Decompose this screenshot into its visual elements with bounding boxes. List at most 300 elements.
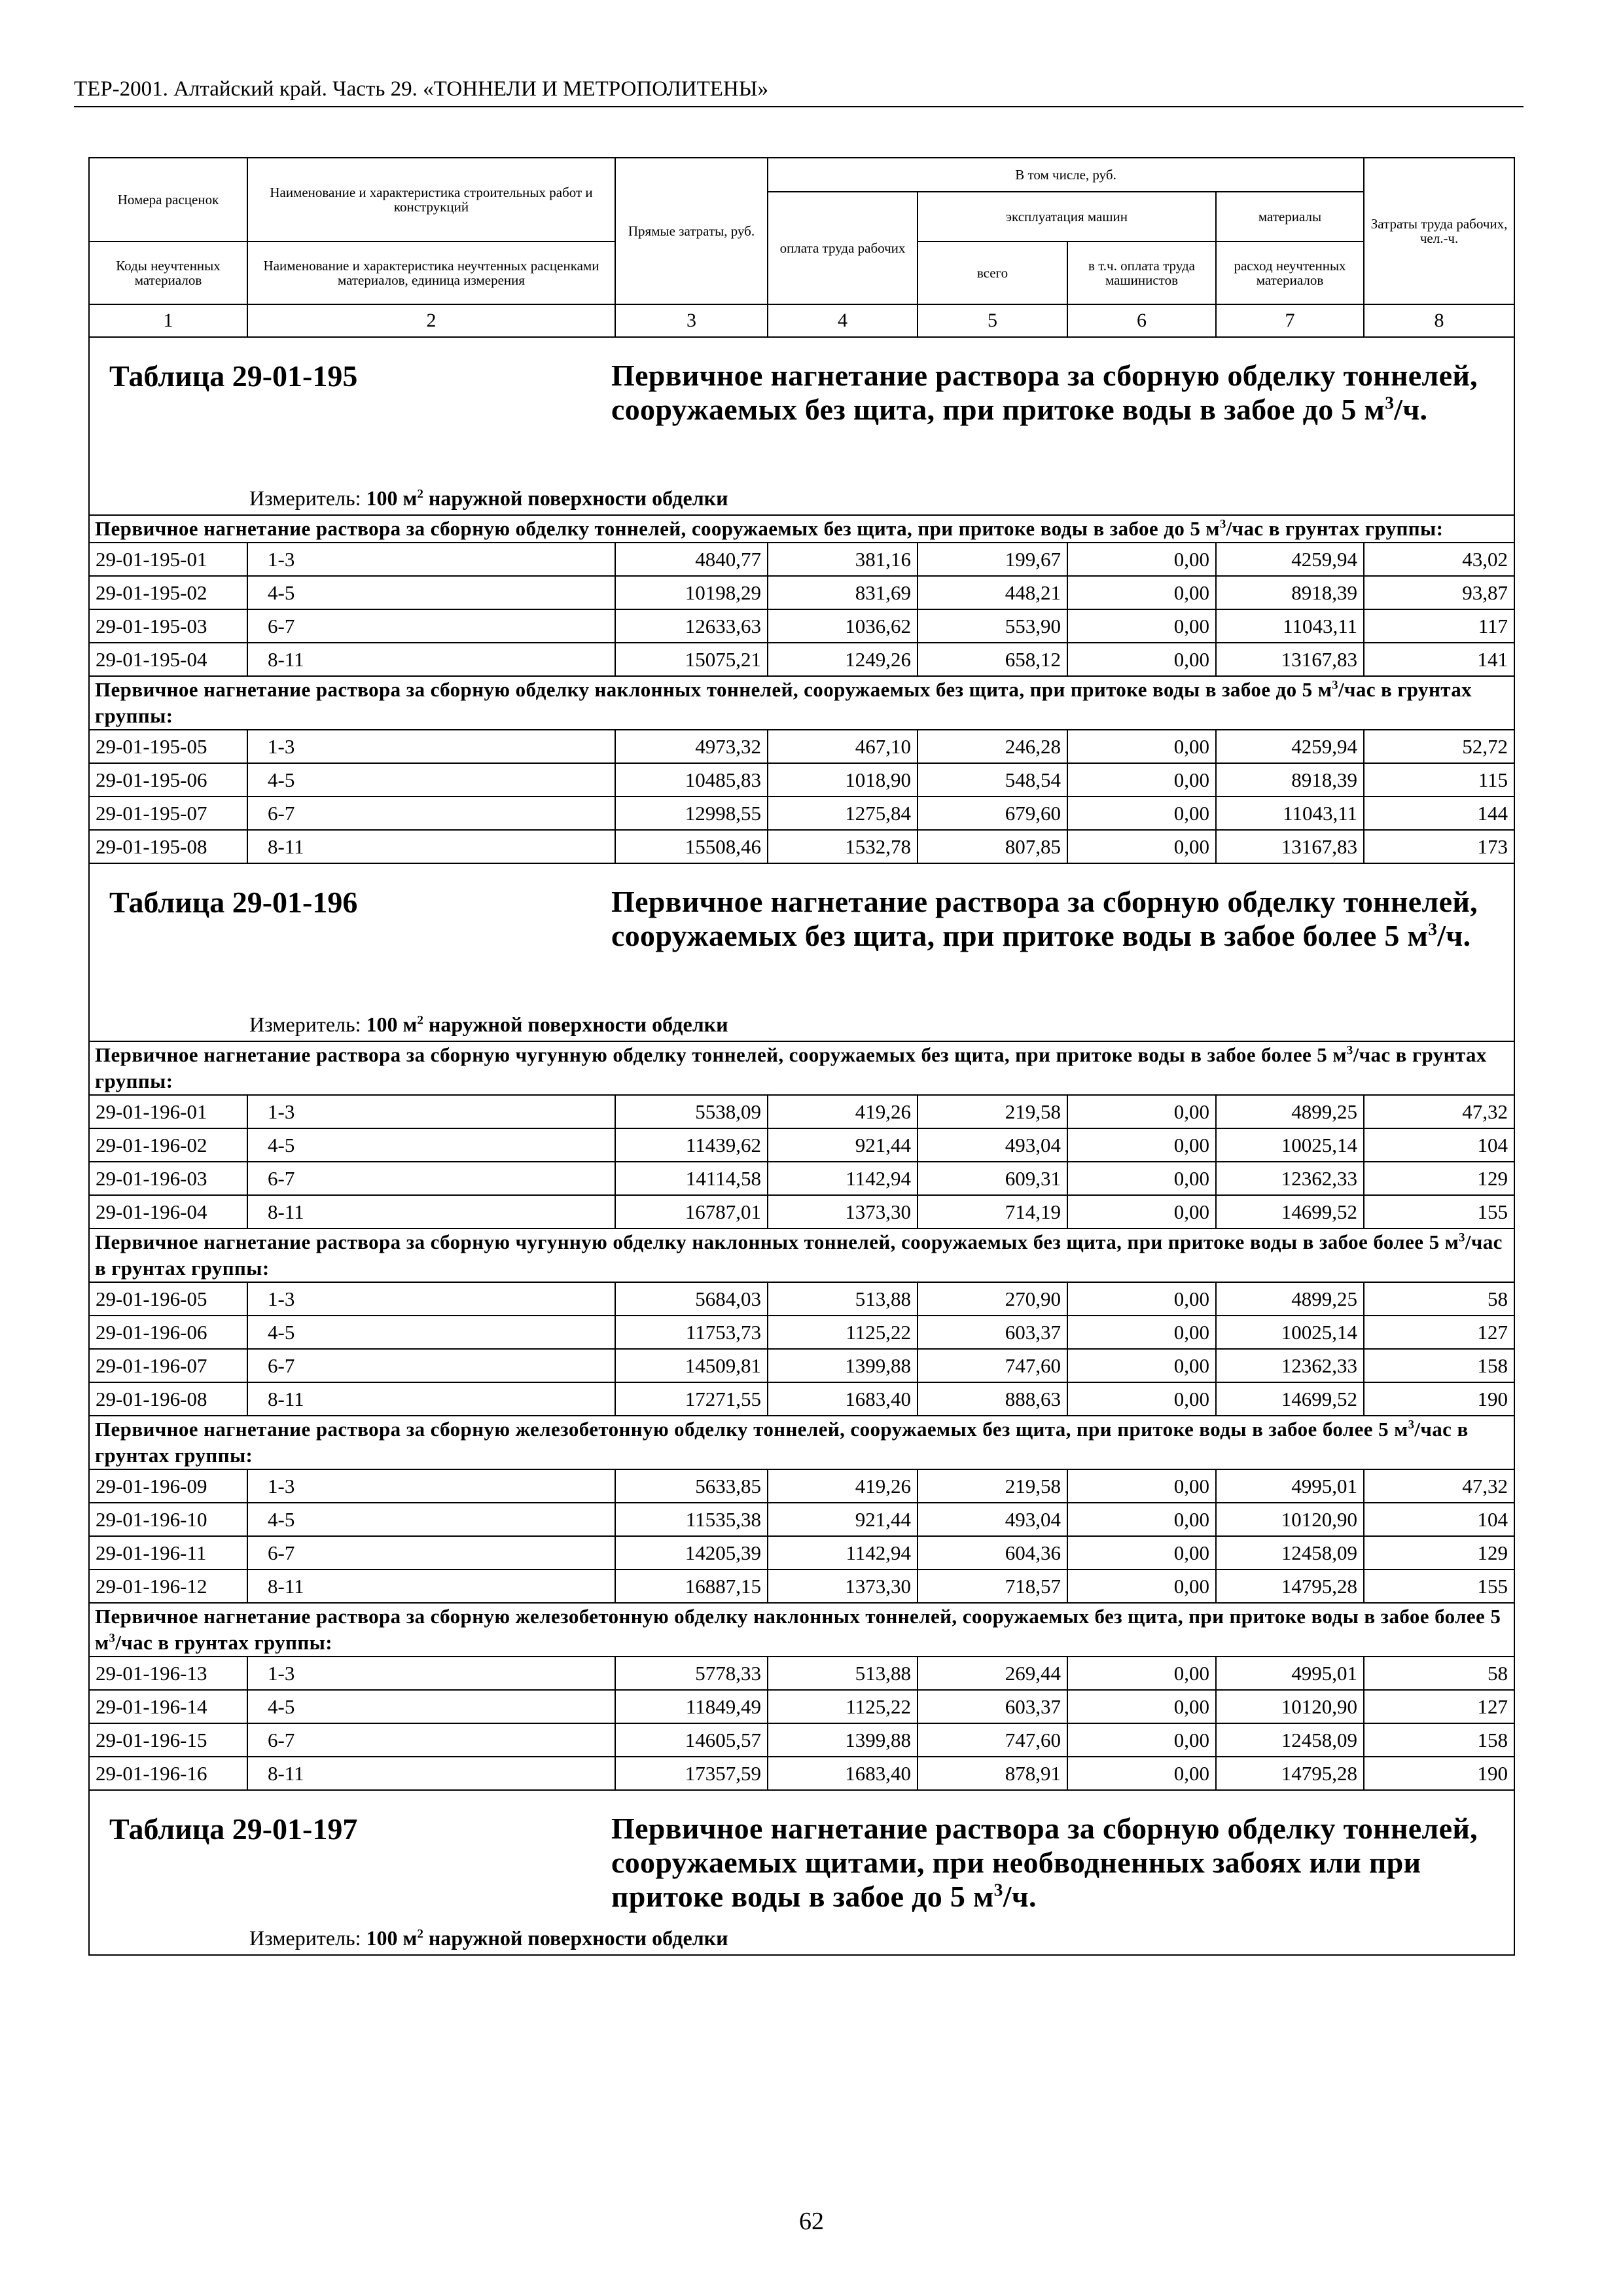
materials-use-cell: 12458,09 (1216, 1536, 1364, 1570)
rate-code-cell: 29-01-196-12 (89, 1570, 247, 1603)
section-heading-text: /час в грунтах группы: (115, 1631, 332, 1654)
machines-total-cell: 493,04 (918, 1128, 1067, 1162)
table-row (89, 1536, 1514, 1570)
labor-pay-cell: 1018,90 (768, 763, 918, 797)
table-label: Таблица 29-01-197 (109, 1812, 358, 1846)
section-heading-text: /час в грунтах группы: (95, 1418, 1469, 1467)
soil-group-cell: 4-5 (247, 1316, 615, 1349)
table-title (611, 1812, 1501, 1914)
col-materials: материалы (1216, 192, 1364, 242)
direct-costs-cell: 4973,32 (615, 730, 768, 763)
table-row (89, 1723, 1514, 1757)
operators-pay-cell: 0,00 (1067, 1503, 1216, 1536)
header-row-1 (89, 158, 1514, 192)
direct-costs-cell: 10198,29 (615, 576, 768, 609)
measure-value-text: 100 м (366, 1013, 418, 1036)
soil-group-cell: 8-11 (247, 1382, 615, 1416)
table-title-block (90, 864, 1514, 1041)
table-row (89, 763, 1514, 797)
labor-pay-cell: 831,69 (768, 576, 918, 609)
operators-pay-cell: 0,00 (1067, 1723, 1216, 1757)
col-num: 2 (247, 304, 615, 337)
section-heading-text: /час в грунтах группы: (95, 678, 1472, 727)
labor-pay-cell: 1399,88 (768, 1349, 918, 1382)
direct-costs-cell: 14605,57 (615, 1723, 768, 1757)
soil-group-cell: 4-5 (247, 576, 615, 609)
rate-code-cell: 29-01-195-02 (89, 576, 247, 609)
direct-costs-cell: 11439,62 (615, 1128, 768, 1162)
table-row (89, 1469, 1514, 1503)
labor-cost-cell: 127 (1364, 1690, 1514, 1723)
table-row (89, 797, 1514, 830)
rate-code-cell: 29-01-196-01 (89, 1095, 247, 1128)
operators-pay-cell: 0,00 (1067, 830, 1216, 863)
direct-costs-cell: 5633,85 (615, 1469, 768, 1503)
materials-use-cell: 4995,01 (1216, 1469, 1364, 1503)
measure-unit (249, 485, 728, 511)
table-title-text: /ч. (1437, 919, 1471, 952)
materials-use-cell: 4899,25 (1216, 1095, 1364, 1128)
col-material-use: расход неучтенных материалов (1216, 242, 1364, 304)
operators-pay-cell: 0,00 (1067, 1469, 1216, 1503)
section-heading (89, 1229, 1514, 1282)
soil-group-cell: 6-7 (247, 1536, 615, 1570)
rates-table (88, 157, 1515, 1956)
column-numbers-row (89, 304, 1514, 337)
labor-cost-cell: 141 (1364, 643, 1514, 676)
direct-costs-cell: 17271,55 (615, 1382, 768, 1416)
materials-use-cell: 4899,25 (1216, 1282, 1364, 1316)
superscript: 3 (1428, 918, 1438, 939)
operators-pay-cell: 0,00 (1067, 797, 1216, 830)
operators-pay-cell: 0,00 (1067, 763, 1216, 797)
direct-costs-cell: 15075,21 (615, 643, 768, 676)
machines-total-cell: 269,44 (918, 1657, 1067, 1690)
operators-pay-cell: 0,00 (1067, 1316, 1216, 1349)
table-row (89, 609, 1514, 643)
soil-group-cell: 4-5 (247, 1690, 615, 1723)
table-row (89, 576, 1514, 609)
section-heading-text: Первичное нагнетание раствора за сборную обделку наклонных тоннелей, сооружаемых без щита, при притоке воды в забое до 5 м (95, 678, 1332, 701)
section-heading-text: Первичное нагнетание раствора за сборную обделку тоннелей, сооружаемых без щита, при притоке воды в забое до 5 м (95, 517, 1220, 540)
operators-pay-cell: 0,00 (1067, 1570, 1216, 1603)
measure-label: Измеритель: (249, 486, 366, 510)
materials-use-cell: 14699,52 (1216, 1382, 1364, 1416)
table-row (89, 1316, 1514, 1349)
table-title-text: /ч. (1003, 1880, 1037, 1913)
col-num: 3 (615, 304, 768, 337)
section-heading-text: /час в грунтах группы: (95, 1230, 1503, 1280)
col-total: всего (918, 242, 1067, 304)
superscript: 2 (417, 1013, 423, 1028)
measure-value (366, 486, 728, 510)
machines-total-cell: 493,04 (918, 1503, 1067, 1536)
labor-cost-cell: 190 (1364, 1382, 1514, 1416)
superscript: 3 (1408, 1418, 1415, 1432)
table-title-block (90, 1791, 1514, 1954)
soil-group-cell: 6-7 (247, 797, 615, 830)
labor-cost-cell: 47,32 (1364, 1469, 1514, 1503)
operators-pay-cell: 0,00 (1067, 1690, 1216, 1723)
table-title-text: Первичное нагнетание раствора за сборную обделку тоннелей, сооружаемых без щита, при притоке воды в забое до 5 м (611, 359, 1478, 426)
rate-code-cell: 29-01-196-07 (89, 1349, 247, 1382)
materials-use-cell: 13167,83 (1216, 643, 1364, 676)
machines-total-cell: 219,58 (918, 1095, 1067, 1128)
direct-costs-cell: 12633,63 (615, 609, 768, 643)
machines-total-cell: 270,90 (918, 1282, 1067, 1316)
materials-use-cell: 4995,01 (1216, 1657, 1364, 1690)
soil-group-cell: 8-11 (247, 830, 615, 863)
superscript: 3 (1219, 517, 1226, 531)
rate-code-cell: 29-01-196-03 (89, 1162, 247, 1195)
table-row (89, 1382, 1514, 1416)
table-row (89, 643, 1514, 676)
labor-cost-cell: 58 (1364, 1282, 1514, 1316)
soil-group-cell: 8-11 (247, 1195, 615, 1229)
operators-pay-cell: 0,00 (1067, 543, 1216, 576)
machines-total-cell: 604,36 (918, 1536, 1067, 1570)
labor-cost-cell: 173 (1364, 830, 1514, 863)
labor-cost-cell: 158 (1364, 1723, 1514, 1757)
rate-code-cell: 29-01-195-05 (89, 730, 247, 763)
direct-costs-cell: 14114,58 (615, 1162, 768, 1195)
table-title-block (90, 338, 1514, 514)
operators-pay-cell: 0,00 (1067, 643, 1216, 676)
rate-code-cell: 29-01-196-05 (89, 1282, 247, 1316)
materials-use-cell: 14699,52 (1216, 1195, 1364, 1229)
labor-pay-cell: 1142,94 (768, 1536, 918, 1570)
table-title (611, 359, 1501, 427)
measure-unit (249, 1925, 728, 1951)
measure-unit (249, 1011, 728, 1037)
rate-code-cell: 29-01-195-06 (89, 763, 247, 797)
superscript: 3 (1332, 678, 1338, 692)
table-title-text: /ч. (1394, 393, 1428, 426)
measure-value-text: 100 м (366, 1926, 418, 1950)
machines-total-cell: 747,60 (918, 1723, 1067, 1757)
direct-costs-cell: 14205,39 (615, 1536, 768, 1570)
table-row (89, 1095, 1514, 1128)
rate-code-cell: 29-01-196-06 (89, 1316, 247, 1349)
soil-group-cell: 1-3 (247, 1469, 615, 1503)
machines-total-cell: 679,60 (918, 797, 1067, 830)
soil-group-cell: 4-5 (247, 1503, 615, 1536)
rate-code-cell: 29-01-196-11 (89, 1536, 247, 1570)
labor-cost-cell: 144 (1364, 797, 1514, 830)
rate-code-cell: 29-01-195-03 (89, 609, 247, 643)
section-heading-text: /час в грунтах группы: (95, 1043, 1487, 1092)
soil-group-cell: 6-7 (247, 1349, 615, 1382)
soil-group-cell: 6-7 (247, 1723, 615, 1757)
superscript: 3 (109, 1631, 116, 1645)
labor-pay-cell: 921,44 (768, 1128, 918, 1162)
soil-group-cell: 8-11 (247, 643, 615, 676)
labor-cost-cell: 190 (1364, 1757, 1514, 1790)
labor-cost-cell: 52,72 (1364, 730, 1514, 763)
section-heading-row (89, 1229, 1514, 1282)
machines-total-cell: 658,12 (918, 643, 1067, 676)
materials-use-cell: 11043,11 (1216, 609, 1364, 643)
rate-code-cell: 29-01-196-02 (89, 1128, 247, 1162)
labor-cost-cell: 43,02 (1364, 543, 1514, 576)
labor-pay-cell: 513,88 (768, 1657, 918, 1690)
section-heading-row (89, 676, 1514, 730)
measure-value (366, 1013, 728, 1036)
materials-use-cell: 14795,28 (1216, 1757, 1364, 1790)
operators-pay-cell: 0,00 (1067, 1282, 1216, 1316)
section-heading-text: Первичное нагнетание раствора за сборную чугунную обделку тоннелей, сооружаемых без щита, при притоке воды в забое более 5 м (95, 1043, 1347, 1066)
rate-code-cell: 29-01-196-14 (89, 1690, 247, 1723)
direct-costs-cell: 12998,55 (615, 797, 768, 830)
rate-code-cell: 29-01-196-13 (89, 1657, 247, 1690)
labor-cost-cell: 104 (1364, 1128, 1514, 1162)
machines-total-cell: 246,28 (918, 730, 1067, 763)
rate-code-cell: 29-01-196-15 (89, 1723, 247, 1757)
table-row (89, 830, 1514, 863)
machines-total-cell: 603,37 (918, 1690, 1067, 1723)
rate-code-cell: 29-01-196-09 (89, 1469, 247, 1503)
materials-use-cell: 10120,90 (1216, 1690, 1364, 1723)
labor-cost-cell: 117 (1364, 609, 1514, 643)
direct-costs-cell: 5778,33 (615, 1657, 768, 1690)
soil-group-cell: 1-3 (247, 1282, 615, 1316)
table-row (89, 1657, 1514, 1690)
table-title (611, 885, 1501, 953)
machines-total-cell: 888,63 (918, 1382, 1067, 1416)
labor-pay-cell: 381,16 (768, 543, 918, 576)
section-heading-row (89, 1603, 1514, 1657)
labor-pay-cell: 1249,26 (768, 643, 918, 676)
labor-cost-cell: 93,87 (1364, 576, 1514, 609)
materials-use-cell: 12362,33 (1216, 1162, 1364, 1195)
section-heading (89, 1416, 1514, 1469)
measure-label: Измеритель: (249, 1013, 366, 1036)
table-label: Таблица 29-01-196 (109, 886, 358, 919)
col-num: 1 (89, 304, 247, 337)
table-title-row (89, 1790, 1514, 1955)
table-row (89, 1503, 1514, 1536)
col-work-name: Наименование и характеристика строительных работ и конструкций (247, 158, 615, 242)
labor-pay-cell: 1532,78 (768, 830, 918, 863)
machines-total-cell: 747,60 (918, 1349, 1067, 1382)
table-title-text: Первичное нагнетание раствора за сборную обделку тоннелей, сооружаемых щитами, при необводненных забоях или при притоке воды в забое до 5 м (611, 1812, 1478, 1913)
labor-cost-cell: 155 (1364, 1570, 1514, 1603)
direct-costs-cell: 11849,49 (615, 1690, 768, 1723)
labor-cost-cell: 104 (1364, 1503, 1514, 1536)
col-num: 4 (768, 304, 918, 337)
direct-costs-cell: 11753,73 (615, 1316, 768, 1349)
direct-costs-cell: 16887,15 (615, 1570, 768, 1603)
labor-pay-cell: 513,88 (768, 1282, 918, 1316)
operators-pay-cell: 0,00 (1067, 730, 1216, 763)
col-incl-operators: в т.ч. оплата труда машинистов (1067, 242, 1216, 304)
soil-group-cell: 4-5 (247, 763, 615, 797)
materials-use-cell: 13167,83 (1216, 830, 1364, 863)
table-row (89, 1757, 1514, 1790)
col-machines: эксплуатация машин (918, 192, 1216, 242)
page-number: 62 (799, 2208, 824, 2235)
operators-pay-cell: 0,00 (1067, 1349, 1216, 1382)
labor-pay-cell: 1125,22 (768, 1690, 918, 1723)
rate-code-cell: 29-01-195-08 (89, 830, 247, 863)
soil-group-cell: 6-7 (247, 609, 615, 643)
materials-use-cell: 12362,33 (1216, 1349, 1364, 1382)
rate-code-cell: 29-01-195-04 (89, 643, 247, 676)
superscript: 3 (1459, 1230, 1465, 1245)
labor-pay-cell: 1399,88 (768, 1723, 918, 1757)
labor-pay-cell: 1275,84 (768, 797, 918, 830)
machines-total-cell: 609,31 (918, 1162, 1067, 1195)
table-row (89, 1690, 1514, 1723)
direct-costs-cell: 11535,38 (615, 1503, 768, 1536)
labor-pay-cell: 419,26 (768, 1095, 918, 1128)
soil-group-cell: 8-11 (247, 1570, 615, 1603)
rate-code-cell: 29-01-195-01 (89, 543, 247, 576)
operators-pay-cell: 0,00 (1067, 1195, 1216, 1229)
labor-cost-cell: 127 (1364, 1316, 1514, 1349)
operators-pay-cell: 0,00 (1067, 1536, 1216, 1570)
col-num: 6 (1067, 304, 1216, 337)
labor-cost-cell: 47,32 (1364, 1095, 1514, 1128)
machines-total-cell: 807,85 (918, 830, 1067, 863)
operators-pay-cell: 0,00 (1067, 1657, 1216, 1690)
operators-pay-cell: 0,00 (1067, 576, 1216, 609)
table-row (89, 1128, 1514, 1162)
section-heading-row (89, 1041, 1514, 1095)
materials-use-cell: 4259,94 (1216, 543, 1364, 576)
materials-use-cell: 8918,39 (1216, 763, 1364, 797)
col-labor-cost: Затраты труда рабочих, чел.-ч. (1364, 158, 1514, 304)
superscript: 2 (417, 487, 423, 501)
machines-total-cell: 219,58 (918, 1469, 1067, 1503)
materials-use-cell: 10120,90 (1216, 1503, 1364, 1536)
measure-value-text: наружной поверхности обделки (423, 1926, 728, 1950)
table-row (89, 1162, 1514, 1195)
labor-cost-cell: 129 (1364, 1162, 1514, 1195)
soil-group-cell: 1-3 (247, 543, 615, 576)
table-title-row (89, 337, 1514, 515)
page-header: ТЕР-2001. Алтайский край. Часть 29. «ТОННЕЛИ И МЕТРОПОЛИТЕНЫ» (74, 73, 1524, 107)
operators-pay-cell: 0,00 (1067, 1757, 1216, 1790)
measure-value (366, 1926, 728, 1950)
measure-value-text: наружной поверхности обделки (423, 486, 728, 510)
col-direct-costs: Прямые затраты, руб. (615, 158, 768, 304)
direct-costs-cell: 4840,77 (615, 543, 768, 576)
labor-pay-cell: 921,44 (768, 1503, 918, 1536)
labor-cost-cell: 58 (1364, 1657, 1514, 1690)
machines-total-cell: 878,91 (918, 1757, 1067, 1790)
machines-total-cell: 714,19 (918, 1195, 1067, 1229)
soil-group-cell: 4-5 (247, 1128, 615, 1162)
section-heading-text: Первичное нагнетание раствора за сборную чугунную обделку наклонных тоннелей, сооружаемых без щита, при притоке воды в забое более 5 м (95, 1230, 1459, 1253)
measure-label: Измеритель: (249, 1926, 366, 1950)
direct-costs-cell: 5538,09 (615, 1095, 768, 1128)
materials-use-cell: 10025,14 (1216, 1128, 1364, 1162)
soil-group-cell: 1-3 (247, 730, 615, 763)
direct-costs-cell: 17357,59 (615, 1757, 768, 1790)
table-row (89, 730, 1514, 763)
table-row (89, 1570, 1514, 1603)
operators-pay-cell: 0,00 (1067, 1162, 1216, 1195)
col-material-codes: Коды неучтенных материалов (89, 242, 247, 304)
superscript: 3 (1346, 1043, 1353, 1058)
rate-code-cell: 29-01-196-08 (89, 1382, 247, 1416)
machines-total-cell: 553,90 (918, 609, 1067, 643)
table-row (89, 1349, 1514, 1382)
machines-total-cell: 448,21 (918, 576, 1067, 609)
table-title-text: Первичное нагнетание раствора за сборную обделку тоннелей, сооружаемых без щита, при притоке воды в забое более 5 м (611, 885, 1478, 952)
section-heading (89, 676, 1514, 730)
col-incl-rub: В том числе, руб. (768, 158, 1364, 192)
machines-total-cell: 603,37 (918, 1316, 1067, 1349)
col-num: 7 (1216, 304, 1364, 337)
section-heading (89, 515, 1514, 543)
soil-group-cell: 1-3 (247, 1095, 615, 1128)
section-heading-text: Первичное нагнетание раствора за сборную железобетонную обделку наклонных тоннелей, сооружаемых без щита, при притоке воды в забое более 5 м (95, 1605, 1501, 1654)
labor-pay-cell: 1373,30 (768, 1570, 918, 1603)
machines-total-cell: 548,54 (918, 763, 1067, 797)
section-heading (89, 1041, 1514, 1095)
direct-costs-cell: 5684,03 (615, 1282, 768, 1316)
superscript: 3 (1385, 392, 1395, 413)
col-material-names: Наименование и характеристика неучтенных расценками материалов, единица измерения (247, 242, 615, 304)
rate-code-cell: 29-01-196-16 (89, 1757, 247, 1790)
col-rate-numbers: Номера расценок (89, 158, 247, 242)
labor-pay-cell: 1683,40 (768, 1757, 918, 1790)
direct-costs-cell: 16787,01 (615, 1195, 768, 1229)
direct-costs-cell: 10485,83 (615, 763, 768, 797)
col-num: 8 (1364, 304, 1514, 337)
section-heading-row (89, 1416, 1514, 1469)
materials-use-cell: 4259,94 (1216, 730, 1364, 763)
labor-pay-cell: 1125,22 (768, 1316, 918, 1349)
table-label: Таблица 29-01-195 (109, 359, 358, 393)
col-labor-pay: оплата труда рабочих (768, 192, 918, 304)
soil-group-cell: 6-7 (247, 1162, 615, 1195)
materials-use-cell: 8918,39 (1216, 576, 1364, 609)
materials-use-cell: 12458,09 (1216, 1723, 1364, 1757)
superscript: 2 (417, 1927, 423, 1941)
rate-code-cell: 29-01-195-07 (89, 797, 247, 830)
table-row (89, 1195, 1514, 1229)
soil-group-cell: 1-3 (247, 1657, 615, 1690)
materials-use-cell: 10025,14 (1216, 1316, 1364, 1349)
materials-use-cell: 14795,28 (1216, 1570, 1364, 1603)
machines-total-cell: 199,67 (918, 543, 1067, 576)
measure-value-text: 100 м (366, 486, 418, 510)
section-heading (89, 1603, 1514, 1657)
labor-pay-cell: 1142,94 (768, 1162, 918, 1195)
table-row (89, 543, 1514, 576)
col-num: 5 (918, 304, 1067, 337)
direct-costs-cell: 14509,81 (615, 1349, 768, 1382)
labor-pay-cell: 419,26 (768, 1469, 918, 1503)
operators-pay-cell: 0,00 (1067, 1095, 1216, 1128)
section-heading-text: /час в грунтах группы: (1226, 517, 1444, 540)
operators-pay-cell: 0,00 (1067, 1382, 1216, 1416)
superscript: 3 (993, 1879, 1003, 1900)
labor-cost-cell: 115 (1364, 763, 1514, 797)
materials-use-cell: 11043,11 (1216, 797, 1364, 830)
rate-code-cell: 29-01-196-10 (89, 1503, 247, 1536)
labor-pay-cell: 1683,40 (768, 1382, 918, 1416)
table-row (89, 1282, 1514, 1316)
rate-code-cell: 29-01-196-04 (89, 1195, 247, 1229)
section-heading-text: Первичное нагнетание раствора за сборную железобетонную обделку тоннелей, сооружаемых без щита, при притоке воды в забое более 5 м (95, 1418, 1408, 1441)
labor-cost-cell: 129 (1364, 1536, 1514, 1570)
section-heading-row (89, 515, 1514, 543)
operators-pay-cell: 0,00 (1067, 1128, 1216, 1162)
